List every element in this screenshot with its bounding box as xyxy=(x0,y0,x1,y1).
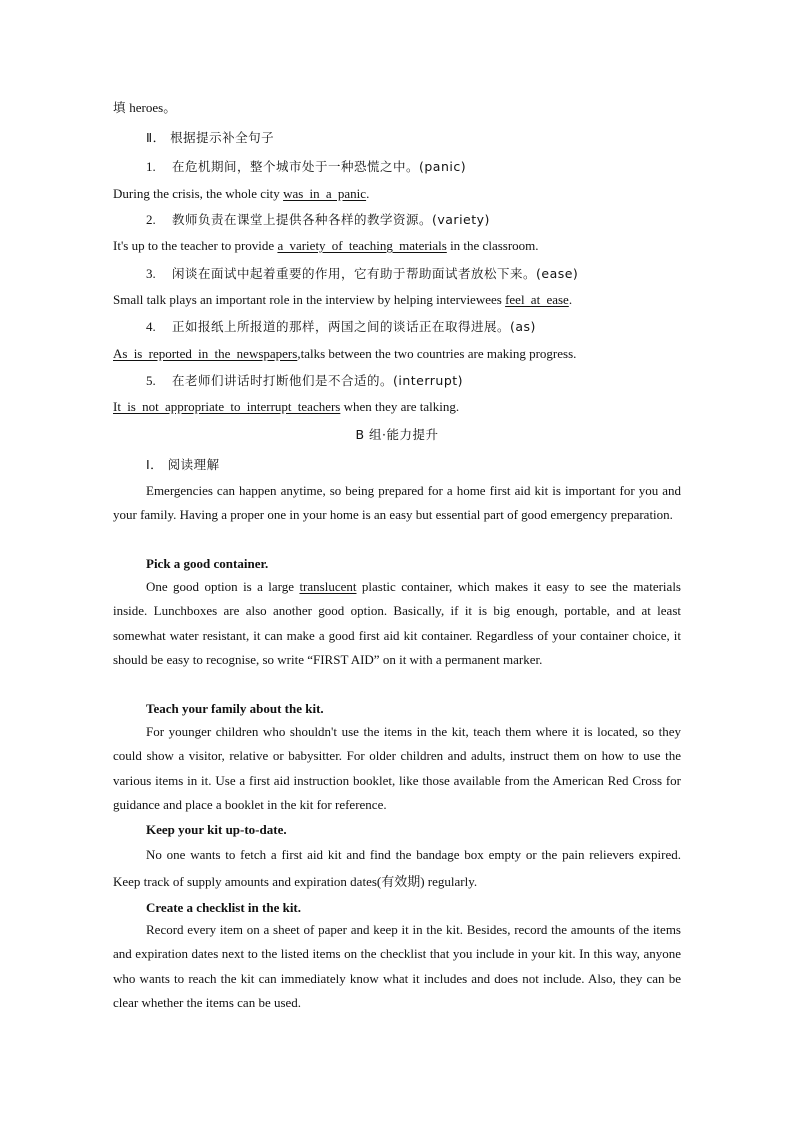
top-line-rest: heroes。 xyxy=(126,100,177,115)
item-pre: During the crisis, the whole city xyxy=(113,186,284,201)
item-pre: Small talk plays an important role in the interview by helping interviewees xyxy=(113,292,506,307)
top-line-prefix: 填 xyxy=(113,100,127,115)
section-title-completion: Ⅱ． 根据提示补全句子 xyxy=(146,130,275,145)
item-cn: 正如报纸上所报道的那样，两国之间的谈话正在取得进展。(as) xyxy=(172,319,536,334)
item-4-answer-line xyxy=(113,346,681,362)
paragraph-checklist: Record every item on a sheet of paper and keep it in the kit. Besides, record the amounts of the items and expiration dates next to the listed items on the checklist that you include in your kit. In this way, anyone who wants to reach the kit can immediately know what it includes and does not include. Also, they can be clear whether the items can be used. xyxy=(113,922,681,1010)
item-number: 3. xyxy=(146,266,156,281)
group-b-title: B 组·能力提升 xyxy=(355,427,439,442)
item-cn: 教师负责在课堂上提供各种各样的教学资源。(variety) xyxy=(172,212,490,227)
heading-up-to-date: Keep your kit up-to-date. xyxy=(146,822,287,837)
item-5-answer-line xyxy=(113,399,681,415)
item-2-prompt xyxy=(146,212,714,228)
item-number: 1. xyxy=(146,159,156,174)
item-pre: It's up to the teacher to provide xyxy=(113,238,278,253)
paragraph-up-to-date: No one wants to fetch a first aid kit and find the bandage box empty or the pain relievers expired. Keep track of supply amounts and expiration dates(有效期) regularly. xyxy=(113,847,681,889)
item-answer: a variety of teaching materials xyxy=(277,238,447,253)
item-number: 5. xyxy=(146,373,156,388)
item-post: in the classroom. xyxy=(446,238,539,253)
top-line xyxy=(113,100,681,116)
heading-container: Pick a good container. xyxy=(146,556,269,571)
item-4-prompt xyxy=(146,319,714,335)
item-2-answer-line xyxy=(113,238,681,254)
heading-teach: Teach your family about the kit. xyxy=(146,701,324,716)
item-post: . xyxy=(568,292,573,307)
item-3-answer-line xyxy=(113,292,681,308)
item-number: 4. xyxy=(146,319,156,334)
item-1-prompt xyxy=(146,159,714,175)
item-post: . xyxy=(366,186,370,201)
heading-checklist: Create a checklist in the kit. xyxy=(146,900,302,915)
section-title-reading: Ⅰ． 阅读理解 xyxy=(146,457,220,472)
item-answer: feel at ease xyxy=(505,292,569,307)
item-answer: It is not appropriate to interrupt teachers xyxy=(113,399,341,414)
intro-paragraph: Emergencies can happen anytime, so being prepared for a home first aid kit is important for you and your family. Having a proper one in your home is an easy but essential part of good emergency preparation. xyxy=(113,483,681,523)
item-answer: As is reported in the newspapers xyxy=(113,346,298,361)
paragraph-container-pre: One good option is a large xyxy=(146,579,300,594)
paragraph-container xyxy=(113,575,681,672)
item-post: when they are talking. xyxy=(340,399,460,414)
item-1-answer-line xyxy=(113,186,681,202)
item-cn: 在危机期间，整个城市处于一种恐慌之中。(panic) xyxy=(172,159,467,174)
item-answer: was in a panic xyxy=(283,186,367,201)
item-post: ,talks between the two countries are making progress. xyxy=(297,346,577,361)
paragraph-container-post: plastic container, which makes it easy to see the materials inside. Lunchboxes are also another good option. Basically, if it is big enough, portable, and at least somewhat water resistant, it can make a good first aid kit container. Regardless of your container choice, it should be easy to recognise, so write “FIRST AID” on it with a permanent marker. xyxy=(113,579,681,667)
item-5-prompt xyxy=(146,373,714,389)
item-number: 2. xyxy=(146,212,156,227)
translucent-word: translucent xyxy=(299,579,357,594)
item-cn: 在老师们讲话时打断他们是不合适的。(interrupt) xyxy=(172,373,464,388)
paragraph-teach: For younger children who shouldn't use the items in the kit, teach them where it is located, so they could show a visitor, relative or babysitter. For older children and adults, instruct them on how to use the various items in it. Use a first aid instruction booklet, like those available from the American Red Cross for guidance and place a booklet in the kit for reference. xyxy=(113,724,681,812)
item-cn: 闲谈在面试中起着重要的作用，它有助于帮助面试者放松下来。(ease) xyxy=(172,266,579,281)
item-3-prompt xyxy=(146,266,714,282)
